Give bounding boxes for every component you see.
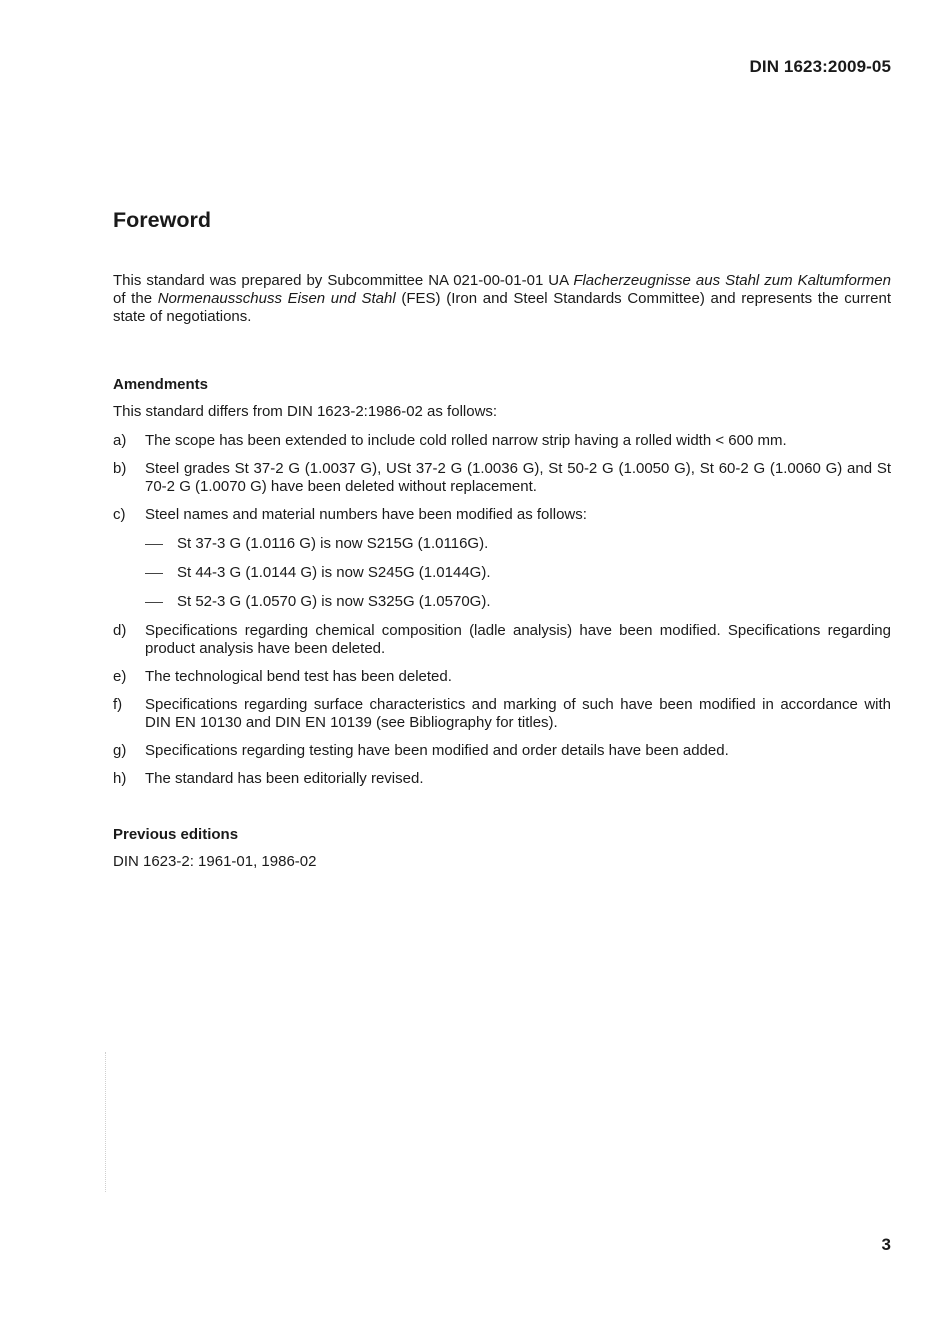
foreword-intro xyxy=(113,272,891,326)
list-item-text: Specifications regarding testing have been modified and order details have been added. xyxy=(145,742,729,759)
list-item xyxy=(113,506,891,611)
page-number: 3 xyxy=(881,1235,891,1254)
dash-bullet-icon xyxy=(145,544,163,545)
document-identifier: DIN 1623:2009-05 xyxy=(749,57,891,76)
list-item-text: Steel names and material numbers have been modified as follows: xyxy=(145,506,587,523)
list-item xyxy=(113,770,891,788)
intro-text-1: This standard was prepared by Subcommittee NA 021-00-01-01 UA xyxy=(113,272,574,289)
margin-dotted-line xyxy=(105,1052,107,1192)
dash-list-item xyxy=(145,535,891,553)
list-item-text: Specifications regarding surface characteristics and marking of such have been modified in accordance with DIN EN 10130 and DIN EN 10139 (see Bibliography for titles). xyxy=(145,696,891,731)
list-marker: a) xyxy=(113,432,127,449)
list-item xyxy=(113,742,891,760)
intro-italic-1: Flacherzeugnisse aus Stahl zum Kaltumformen xyxy=(573,272,891,289)
amendments-lead: This standard differs from DIN 1623-2:1986-02 as follows: xyxy=(113,403,498,420)
list-marker: e) xyxy=(113,668,127,685)
list-item xyxy=(113,696,891,732)
previous-editions-text: DIN 1623-2: 1961-01, 1986-02 xyxy=(113,853,317,870)
intro-text-3: (FES) (Iron and Steel Standards Committee) and represents the current state of negotiations. xyxy=(113,290,891,325)
dash-list-item xyxy=(145,593,891,611)
list-item xyxy=(113,668,891,686)
list-item xyxy=(113,432,891,450)
intro-italic-2: Normenausschuss Eisen und Stahl xyxy=(157,290,396,307)
page-content xyxy=(113,206,891,882)
list-item xyxy=(113,622,891,658)
list-item-text: The scope has been extended to include cold rolled narrow strip having a rolled width < 600 mm. xyxy=(145,432,787,449)
dash-item-text: St 44-3 G (1.0144 G) is now S245G (1.0144G). xyxy=(177,564,491,581)
list-marker: f) xyxy=(113,696,123,713)
list-marker: b) xyxy=(113,460,127,477)
list-item xyxy=(113,460,891,496)
list-marker: d) xyxy=(113,622,127,639)
list-item-text: The technological bend test has been deleted. xyxy=(145,668,452,685)
amendments-list xyxy=(113,432,891,788)
previous-editions-heading: Previous editions xyxy=(113,826,239,843)
intro-text-2: of the xyxy=(113,290,158,307)
list-marker: h) xyxy=(113,770,127,787)
list-item-text: Steel grades St 37-2 G (1.0037 G), USt 37-2 G (1.0036 G), St 50-2 G (1.0050 G), St 60-2 G (1.0060 G) and St 70-2 G (1.0070 G) have been deleted without replacement. xyxy=(145,460,891,495)
list-item-text: Specifications regarding chemical composition (ladle analysis) have been modified. Specifications regarding product analysis have been deleted. xyxy=(145,622,891,657)
dash-list-item xyxy=(145,564,891,582)
dash-bullet-icon xyxy=(145,602,163,603)
dash-bullet-icon xyxy=(145,573,163,574)
dash-item-text: St 37-3 G (1.0116 G) is now S215G (1.0116G). xyxy=(177,535,489,552)
list-marker: g) xyxy=(113,742,127,759)
list-item-text: The standard has been editorially revised. xyxy=(145,770,424,787)
dash-item-text: St 52-3 G (1.0570 G) is now S325G (1.0570G). xyxy=(177,593,491,610)
foreword-title: Foreword xyxy=(113,208,211,232)
steel-name-changes-list xyxy=(145,535,891,611)
amendments-heading: Amendments xyxy=(113,376,209,393)
list-marker: c) xyxy=(113,506,126,523)
